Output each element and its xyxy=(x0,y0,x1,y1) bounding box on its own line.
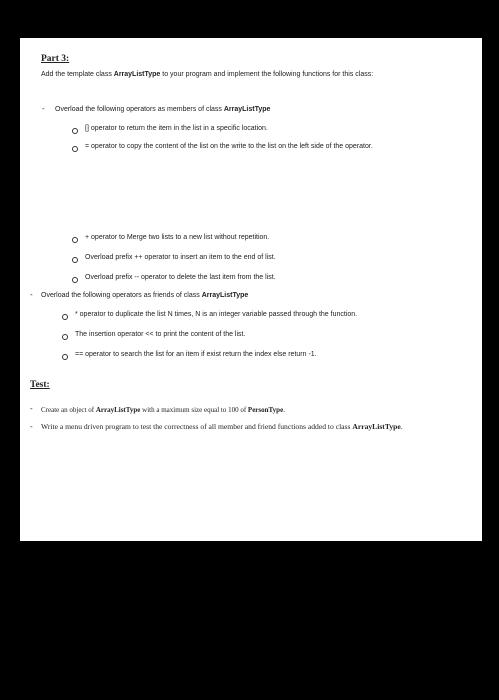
bullet-circle xyxy=(72,257,78,263)
member-item-4: Overload prefix ++ operator to insert an item to the end of list. xyxy=(85,254,276,261)
member-item-5: Overload prefix -- operator to delete the last item from the list. xyxy=(85,274,276,281)
test-item-1: Create an object of ArrayListType with a maximum size equal to 100 of PersonType. xyxy=(41,406,285,414)
member-item-3: + operator to Merge two lists to a new list without repetition. xyxy=(85,234,270,241)
members-heading: Overload the following operators as members of class ArrayListType xyxy=(55,106,271,113)
friend-item-2: The insertion operator << to print the content of the list. xyxy=(75,331,246,338)
test-title: Test: xyxy=(30,380,50,390)
test-item-2: Write a menu driven program to test the correctness of all member and friend functions added to class ArrayListType. xyxy=(41,422,403,431)
member-item-2: = operator to copy the content of the list on the write to the list on the left side of the operator. xyxy=(85,143,373,150)
bullet-dash: - xyxy=(30,422,33,431)
document-page xyxy=(20,38,482,541)
bullet-dash: - xyxy=(30,404,33,413)
part3-title: Part 3: xyxy=(41,54,70,64)
bullet-circle xyxy=(62,314,68,320)
bullet-dash: - xyxy=(30,290,33,299)
friend-item-3: == operator to search the list for an item if exist return the index else return -1. xyxy=(75,351,317,358)
bullet-circle xyxy=(62,354,68,360)
bullet-dash: - xyxy=(42,104,45,113)
friends-heading: Overload the following operators as friends of class ArrayListType xyxy=(41,292,249,299)
friend-item-1: * operator to duplicate the list N times, N is an integer variable passed through the function. xyxy=(75,311,358,318)
part3-intro xyxy=(41,67,461,83)
part3-intro-text: Add the template class ArrayListType to your program and implement the following functions for this class: xyxy=(41,71,374,78)
member-item-1: [] operator to return the item in the list in a specific location. xyxy=(85,125,268,132)
bullet-circle xyxy=(72,128,78,134)
bullet-circle xyxy=(72,277,78,283)
bullet-circle xyxy=(72,146,78,152)
bullet-circle xyxy=(62,334,68,340)
bullet-circle xyxy=(72,237,78,243)
